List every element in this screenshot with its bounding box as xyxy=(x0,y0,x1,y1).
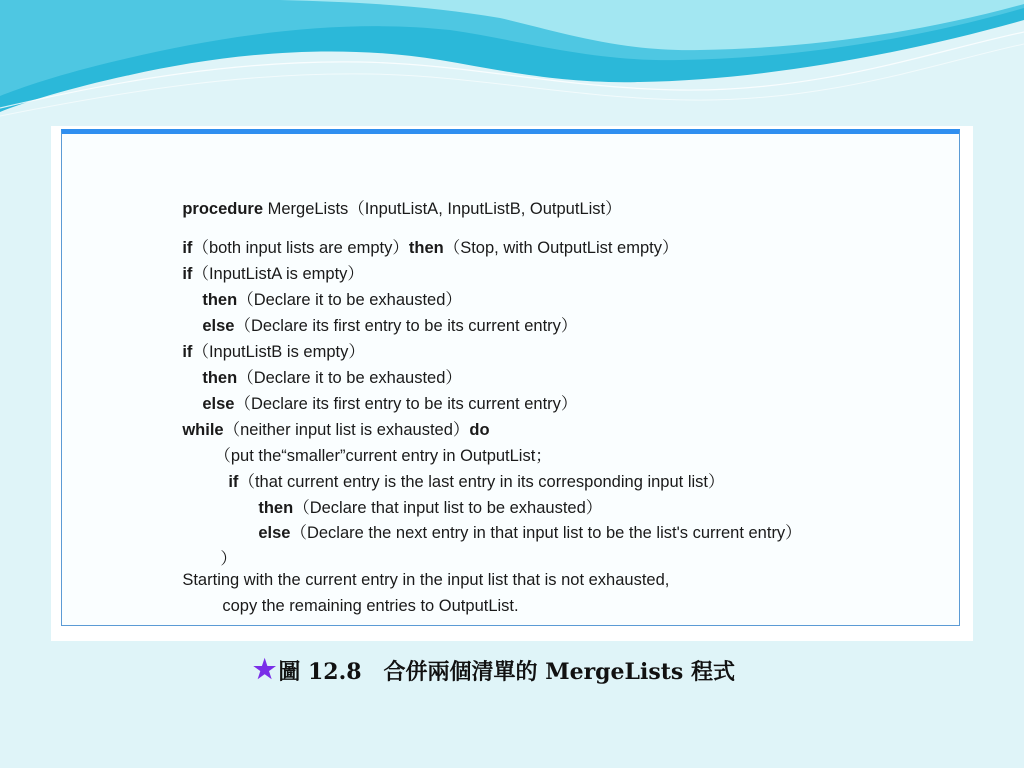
figure-caption-text: 圖 12.8 合併兩個清單的 MergeLists 程式 xyxy=(278,658,735,685)
code-line-then-b: then（Declare it to be exhausted） xyxy=(202,369,462,387)
merge-lists-pseudocode-box xyxy=(61,129,960,626)
star-icon: ★ xyxy=(253,655,277,685)
code-line-close-paren: ） xyxy=(220,550,237,568)
code-line-else-next-entry: else（Declare the next entry in that input list to be the list's current entry） xyxy=(258,524,802,542)
code-line-then-a: then（Declare it to be exhausted） xyxy=(202,291,462,309)
code-line-if-both-empty: if（both input lists are empty）then（Stop, with OutputList empty） xyxy=(182,239,679,257)
code-line-while: while（neither input list is exhausted）do xyxy=(182,421,490,439)
code-line-if-b-empty: if（InputListB is empty） xyxy=(182,343,365,361)
code-line-put-smaller: （put the“smaller”current entry in OutputList； xyxy=(214,447,552,465)
code-line-copy-remaining: copy the remaining entries to OutputList. xyxy=(222,597,519,615)
figure-caption xyxy=(253,652,735,688)
code-line-else-a: else（Declare its first entry to be its current entry） xyxy=(202,317,578,335)
code-line-if-last-entry: if（that current entry is the last entry in its corresponding input list） xyxy=(228,473,725,491)
code-line-starting-with: Starting with the current entry in the input list that is not exhausted, xyxy=(182,571,670,589)
code-line-if-a-empty: if（InputListA is empty） xyxy=(182,265,364,283)
code-line-else-b: else（Declare its first entry to be its current entry） xyxy=(202,395,578,413)
code-line-then-exhausted: then（Declare that input list to be exhausted） xyxy=(258,499,603,517)
code-line-procedure: procedure MergeLists（InputListA, InputListB, OutputList） xyxy=(182,200,622,218)
